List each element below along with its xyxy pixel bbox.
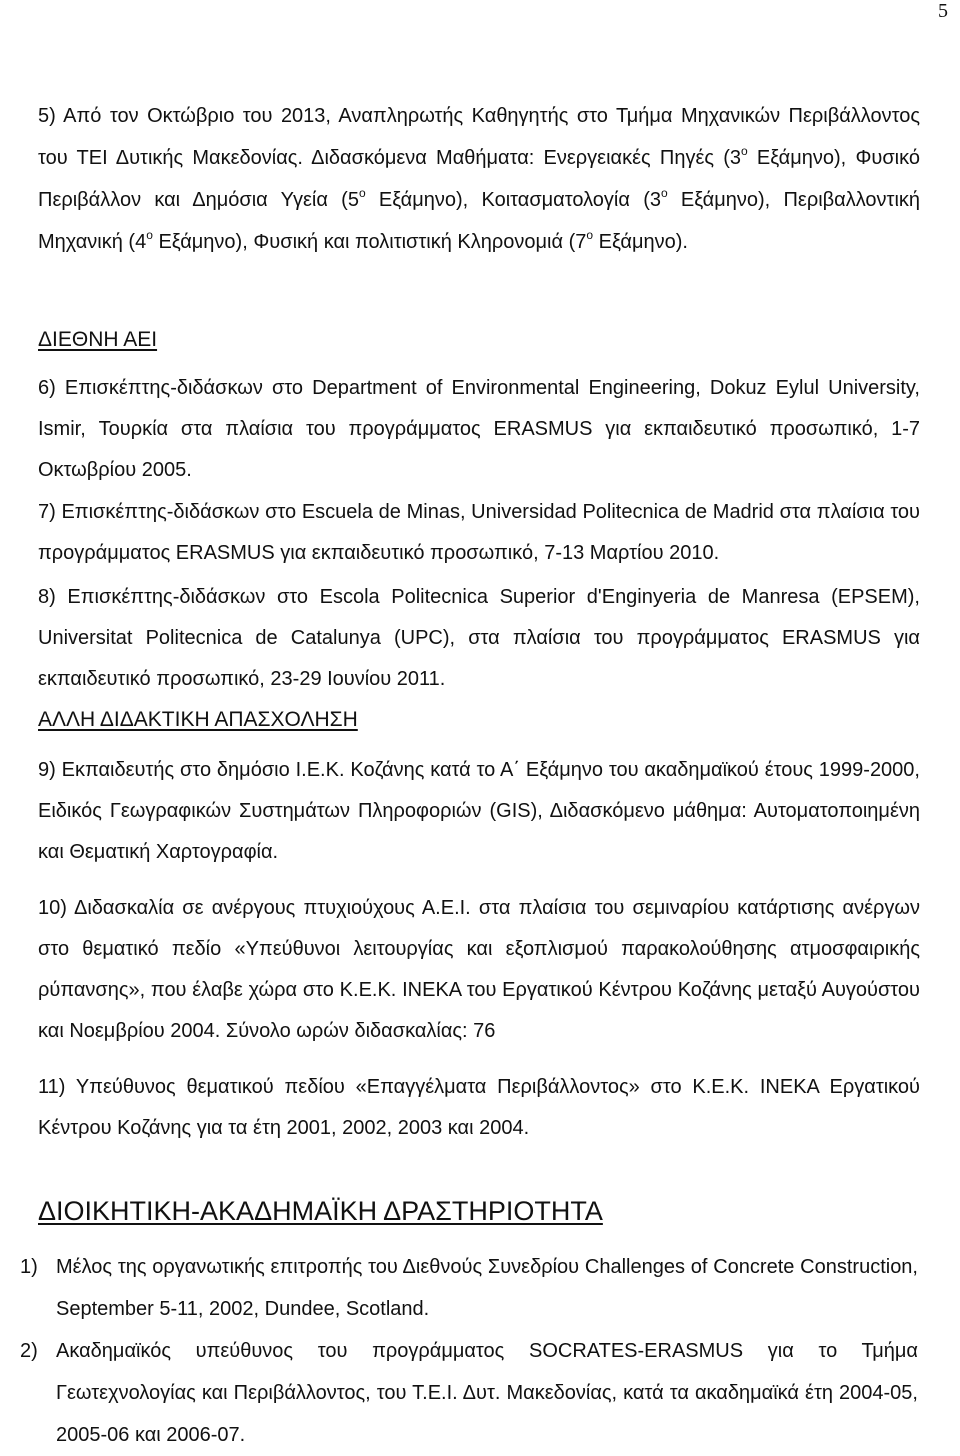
item-10-paragraph: 10) Διδασκαλία σε ανέργους πτυχιούχους Α.Ε.Ι. στα πλαίσια του σεμιναρίου κατάρτισης ανέργων στο θεματικό πεδίο «Υπεύθυνοι λειτουργίας και εξοπλισμού παρακολούθησης ατμοσφαιρικής ρύπανσης», που έλαβε χώρα στο Κ.Ε.Κ. ΙΝΕΚΑ του Εργατικού Κέντρου Κοζάνης μεταξύ Αυγούστου και Νοεμβρίου 2004. Σύνολο ωρών διδασκαλίας: 76 [38, 897, 920, 1042]
admin-item-2 [20, 1330, 918, 1456]
heading-international-universities: ΔΙΕΘΝΗ ΑΕΙ [38, 328, 158, 351]
item-5-paragraph: 5) Από τον Οκτώβριο του 2013, Αναπληρωτής Καθηγητής στο Τμήμα Μηχανικών Περιβάλλοντος του ΤΕΙ Δυτικής Μακεδονίας. Διδασκόμενα Μαθήματα: Ενεργειακές Πηγές ($3^o$ Εξάμηνο), Φυσικό Περιβάλλον και Δημόσια Υγεία ($5^o$ Εξάμηνο), Κοιτασματολογία ($3^o$ Εξάμηνο), Περιβαλλοντική Μηχανική ($4^o$ Εξάμηνο), Φυσική και πολιτιστική Κληρονομιά ($7^o$ Εξάμηνο). [38, 105, 921, 253]
heading-other-teaching: ΑΛΛΗ ΔΙΔΑΚΤΙΚΗ ΑΠΑΣΧΟΛΗΣΗ [38, 708, 358, 731]
admin-item-1 [20, 1246, 918, 1330]
item-6-paragraph: 6) Επισκέπτης-διδάσκων στο Department of Environmental Engineering, Dokuz Eylul University, Ismir, Τουρκία στα πλαίσια του προγράμματος ERASMUS για εκπαιδευτικό προσωπικό, 1-7 Οκτωβρίου 2005. [38, 377, 920, 481]
heading-administrative-activity: ΔΙΟΙΚΗΤΙΚΗ-ΑΚΑΔΗΜΑΪΚΗ ΔΡΑΣΤΗΡΙΟΤΗΤΑ [38, 1196, 603, 1226]
page-number: 5 [938, 0, 948, 22]
admin-item-1-number: 1) [20, 1256, 38, 1278]
item-9-paragraph: 9) Εκπαιδευτής στο δημόσιο Ι.Ε.Κ. Κοζάνης κατά το Α΄ Εξάμηνο του ακαδημαϊκού έτους 1999-2000, Ειδικός Γεωγραφικών Συστημάτων Πληροφοριών (GIS), Διδασκόμενο μάθημα: Αυτοματοποιημένη και Θεματική Χαρτογραφία. [38, 759, 920, 863]
admin-item-2-number: 2) [20, 1340, 38, 1362]
admin-item-1-text: Μέλος της οργανωτικής επιτροπής του Διεθνούς Συνεδρίου Challenges of Concrete Construction, September 5-11, 2002, Dundee, Scotland. [56, 1256, 918, 1320]
item-8-paragraph: 8) Επισκέπτης-διδάσκων στο Escola Politecnica Superior d'Enginyeria de Manresa (EPSEM), Universitat Politecnica de Catalunya (UPC), στα πλαίσια του προγράμματος ERASMUS για εκπαιδευτικό προσωπικό, 23-29 Ιουνίου 2011. [38, 586, 920, 690]
item-7-paragraph: 7) Επισκέπτης-διδάσκων στο Escuela de Minas, Universidad Politecnica de Madrid στα πλαίσια του προγράμματος ERASMUS για εκπαιδευτικό προσωπικό, 7-13 Μαρτίου 2010. [38, 501, 920, 564]
item-11-paragraph: 11) Υπεύθυνος θεματικού πεδίου «Επαγγέλματα Περιβάλλοντος» στο Κ.Ε.Κ. ΙΝΕΚΑ Εργατικού Κέντρου Κοζάνης για τα έτη 2001, 2002, 2003 και 2004. [38, 1076, 920, 1139]
admin-item-2-text: Ακαδημαϊκός υπεύθυνος του προγράμματος SOCRATES-ERASMUS για το Τμήμα Γεωτεχνολογίας και Περιβάλλοντος, του Τ.Ε.Ι. Δυτ. Μακεδονίας, κατά τα ακαδημαϊκά έτη 2004-05, 2005-06 και 2006-07. [56, 1340, 918, 1446]
